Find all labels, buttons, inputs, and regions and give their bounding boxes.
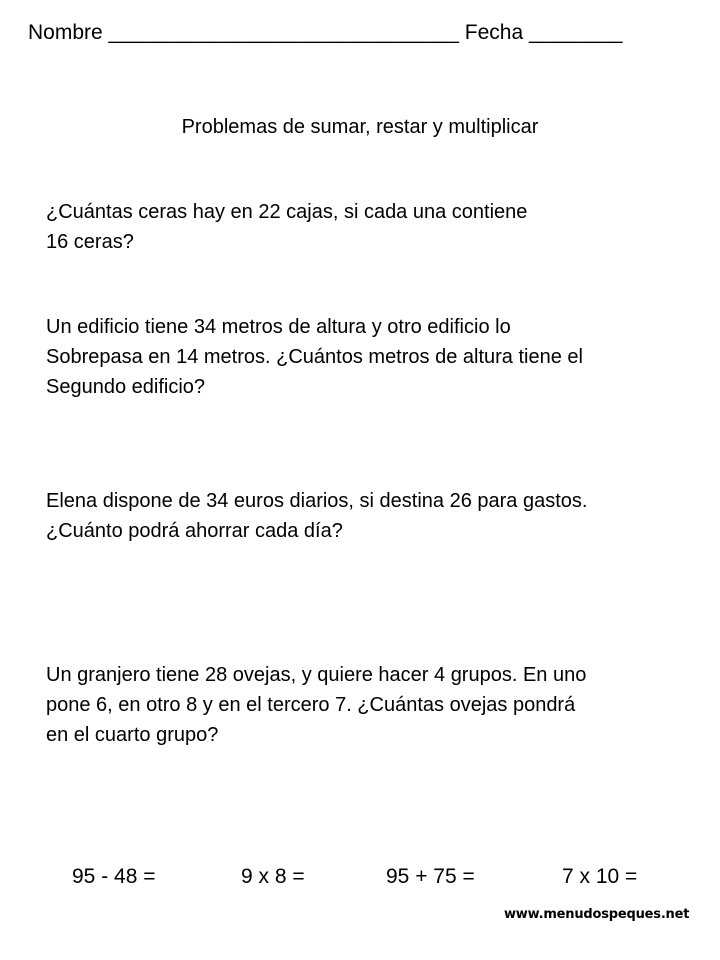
word-problem-2 <box>46 312 706 402</box>
problem-line: Segundo edificio? <box>46 376 206 398</box>
problem-line: Un edificio tiene 34 metros de altura y otro edificio lo <box>46 316 511 338</box>
date-blank-line: ________ <box>529 21 623 44</box>
name-label: Nombre <box>28 21 103 44</box>
operation-addition: 95 + 75 = <box>386 865 475 888</box>
word-problem-1 <box>46 197 706 257</box>
problem-line: ¿Cuántas ceras hay en 22 cajas, si cada una contiene <box>46 201 528 223</box>
problem-line: pone 6, en otro 8 y en el tercero 7. ¿Cuántas ovejas pondrá <box>46 694 576 716</box>
worksheet-title: Problemas de sumar, restar y multiplicar <box>181 116 539 138</box>
operation-subtraction: 95 - 48 = <box>72 865 156 888</box>
problem-line: Un granjero tiene 28 ovejas, y quiere hacer 4 grupos. En uno <box>46 664 587 686</box>
word-problem-4 <box>46 660 706 750</box>
problem-line: en el cuarto grupo? <box>46 724 219 746</box>
operation-multiplication: 7 x 10 = <box>562 865 638 888</box>
problem-line: 16 ceras? <box>46 231 134 253</box>
worksheet-header <box>28 18 692 48</box>
problem-line: Elena dispone de 34 euros diarios, si destina 26 para gastos. <box>46 490 588 512</box>
date-label: Fecha <box>464 21 524 44</box>
word-problem-3 <box>46 486 706 546</box>
name-blank-line: ______________________________ <box>108 21 459 44</box>
website-footer: www.menudospeques.net <box>504 907 690 922</box>
problem-line: ¿Cuánto podrá ahorrar cada día? <box>46 520 343 542</box>
problem-line: Sobrepasa en 14 metros. ¿Cuántos metros de altura tiene el <box>46 346 583 368</box>
operation-multiplication: 9 x 8 = <box>241 865 305 888</box>
